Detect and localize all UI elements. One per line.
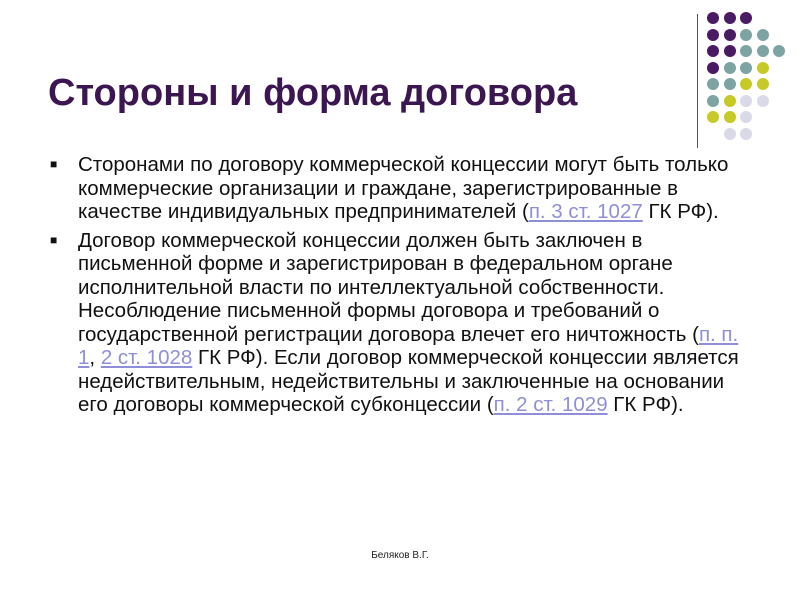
footer-author: Беляков В.Г. bbox=[371, 550, 429, 561]
bullet-square-icon: ■ bbox=[50, 157, 58, 171]
bullet-text: ГК РФ). bbox=[607, 393, 684, 416]
decorative-dot bbox=[707, 111, 719, 123]
decorative-dot bbox=[724, 128, 736, 140]
decorative-dot bbox=[740, 128, 752, 140]
decorative-dot bbox=[740, 62, 752, 74]
decorative-dot bbox=[724, 12, 736, 24]
bullet-text: Сторонами по договору коммерческой концессии могут быть только коммерческие организации и граждане, зарегистрированные в качестве индивидуальных предпринимателей ( bbox=[78, 153, 729, 223]
decorative-dot bbox=[740, 12, 752, 24]
bullet-text: ГК РФ). Если договор коммерческой концессии является недействительным, недействительны и заключенные на основании его договоры коммерческой субконцессии ( bbox=[78, 346, 739, 416]
decorative-dot bbox=[757, 78, 769, 90]
decorative-dot bbox=[724, 111, 736, 123]
law-reference-link[interactable]: п. п. 1 bbox=[78, 322, 739, 369]
vertical-divider bbox=[697, 14, 698, 148]
decorative-dot bbox=[724, 95, 736, 107]
law-reference-link[interactable]: п. 3 ст. 1027 bbox=[528, 200, 643, 223]
decorative-dot bbox=[740, 111, 752, 123]
decorative-dot bbox=[724, 62, 736, 74]
decorative-dot bbox=[707, 78, 719, 90]
decorative-dot bbox=[724, 45, 736, 57]
bullet-item bbox=[48, 153, 758, 224]
decorative-dot bbox=[757, 95, 769, 107]
decorative-dot bbox=[707, 95, 719, 107]
decorative-dot bbox=[724, 78, 736, 90]
decorative-dot bbox=[740, 45, 752, 57]
decorative-dot bbox=[707, 62, 719, 74]
law-reference-link[interactable]: п. 2 ст. 1029 bbox=[493, 393, 608, 416]
slide-title: Стороны и форма договора bbox=[48, 72, 578, 114]
decorative-dot bbox=[773, 45, 785, 57]
decorative-dot bbox=[724, 29, 736, 41]
decorative-dot bbox=[740, 29, 752, 41]
bullet-square-icon: ■ bbox=[50, 232, 58, 247]
decorative-dot bbox=[757, 45, 769, 57]
bullet-text: Договор коммерческой концессии должен быть заключен в письменной форме и зарегистрирован в федеральном органе исполнительной власти по интеллектуальной собственности. Несоблюдение письменной формы договора и требований о государственной регистрации договора влечет его ничтожность ( bbox=[78, 228, 699, 346]
decorative-dot bbox=[740, 95, 752, 107]
decorative-dot bbox=[707, 45, 719, 57]
bullet-text: ГК РФ). bbox=[642, 200, 719, 223]
bullet-text: , bbox=[89, 346, 101, 369]
decorative-dot bbox=[707, 12, 719, 24]
decorative-dot bbox=[757, 62, 769, 74]
decorative-dot bbox=[757, 29, 769, 41]
decorative-dot bbox=[707, 29, 719, 41]
bullet-list bbox=[48, 153, 758, 422]
law-reference-link[interactable]: 2 ст. 1028 bbox=[100, 346, 193, 369]
bullet-item bbox=[48, 229, 758, 417]
decorative-dot bbox=[740, 78, 752, 90]
